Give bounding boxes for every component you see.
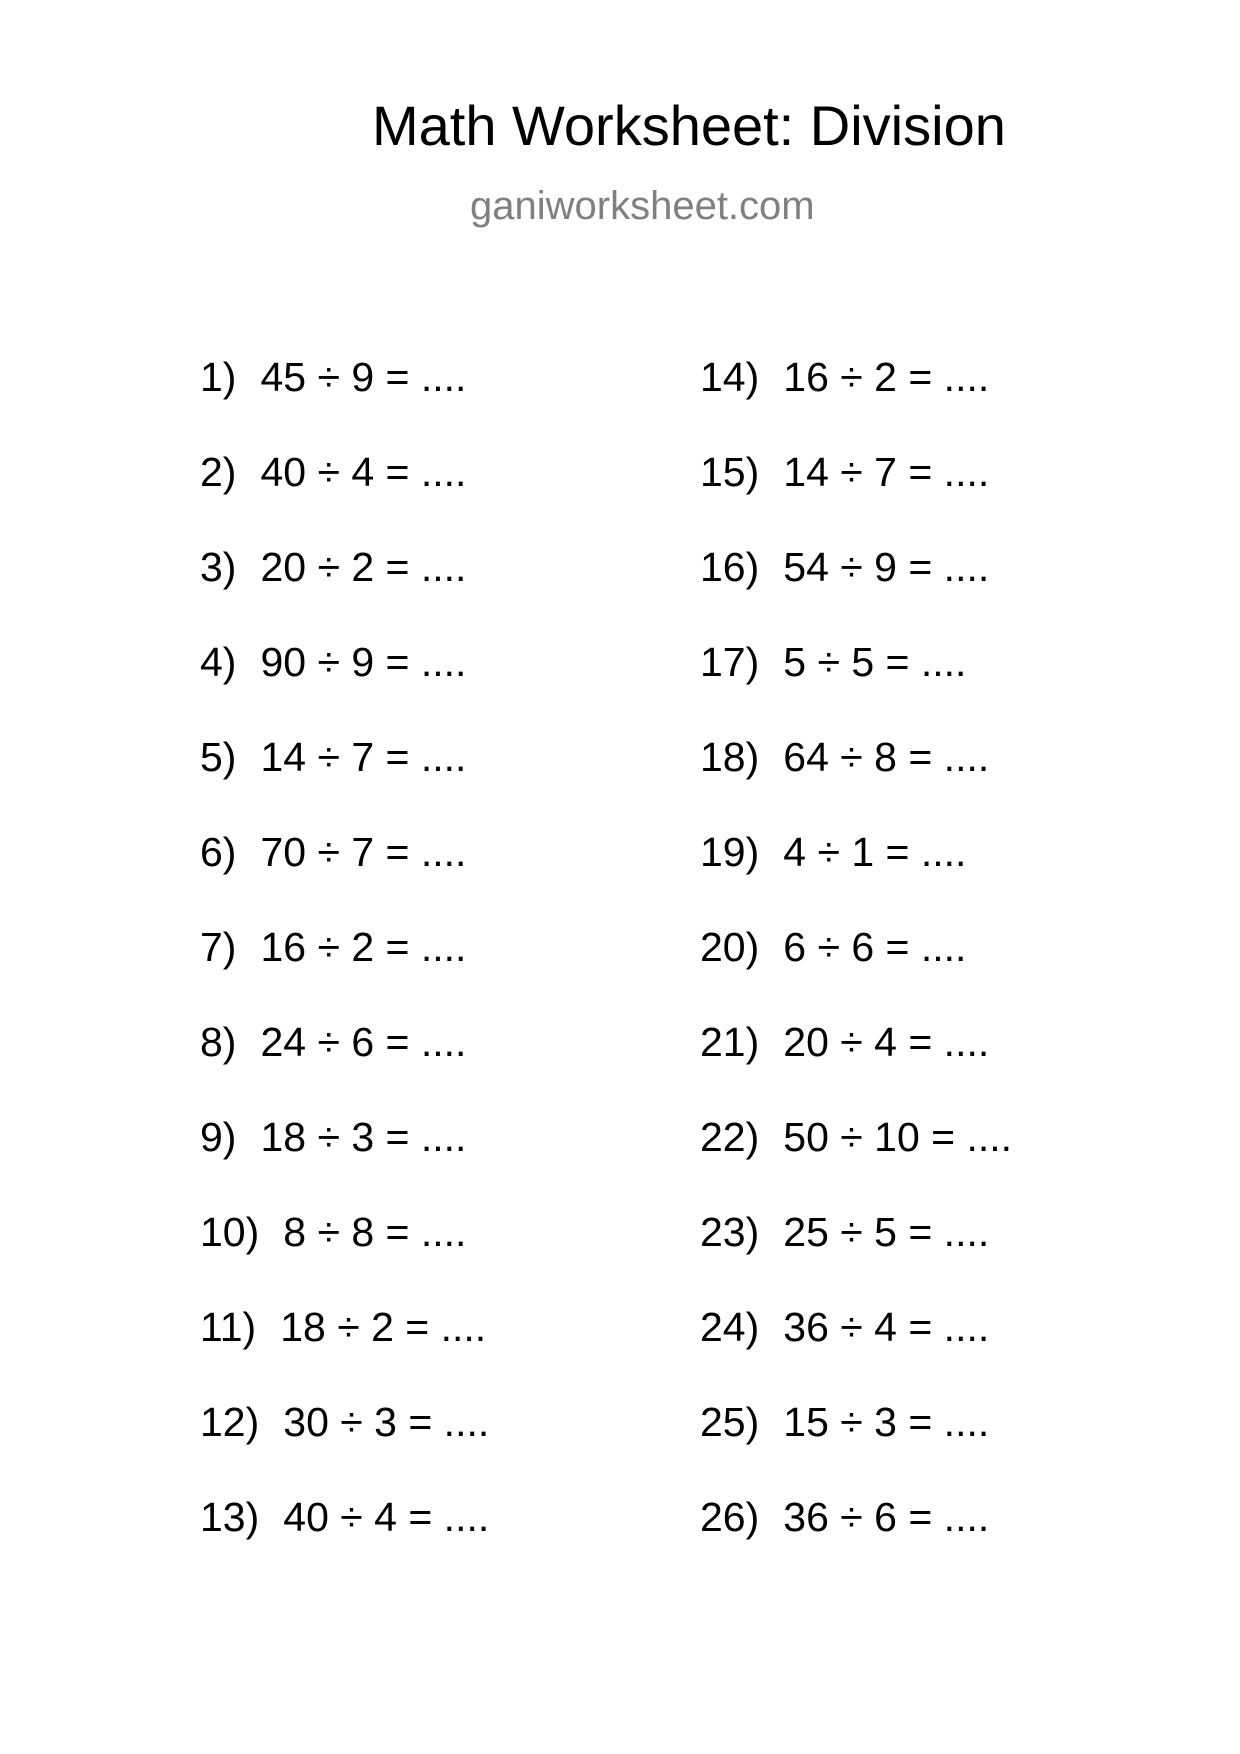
problem-expression: 36 ÷ 6 = .... bbox=[783, 1494, 990, 1540]
problem-number: 3) bbox=[200, 544, 237, 590]
division-problem bbox=[200, 1207, 489, 1302]
division-problem bbox=[700, 447, 1012, 542]
problem-number: 12) bbox=[200, 1399, 260, 1445]
division-problem bbox=[700, 922, 1012, 1017]
division-problem bbox=[200, 732, 489, 827]
division-problem bbox=[200, 1397, 489, 1492]
problem-number: 7) bbox=[200, 924, 237, 970]
problem-number: 11) bbox=[200, 1304, 257, 1350]
problem-expression: 40 ÷ 4 = .... bbox=[283, 1494, 490, 1540]
division-problem bbox=[200, 447, 489, 542]
division-problem bbox=[700, 1397, 1012, 1492]
problem-number: 25) bbox=[700, 1399, 760, 1445]
problem-number: 22) bbox=[700, 1114, 760, 1160]
source-website: ganiworksheet.com bbox=[470, 184, 815, 228]
problem-expression: 18 ÷ 2 = .... bbox=[280, 1304, 487, 1350]
division-problem bbox=[200, 542, 489, 637]
division-problem bbox=[200, 1017, 489, 1112]
division-problem bbox=[700, 637, 1012, 732]
problem-expression: 20 ÷ 4 = .... bbox=[783, 1019, 990, 1065]
problem-number: 14) bbox=[700, 354, 760, 400]
problem-number: 17) bbox=[700, 639, 760, 685]
problem-expression: 5 ÷ 5 = .... bbox=[783, 639, 967, 685]
problem-column-right bbox=[700, 352, 1012, 1587]
problem-number: 1) bbox=[200, 354, 237, 400]
problem-expression: 8 ÷ 8 = .... bbox=[283, 1209, 467, 1255]
division-problem bbox=[200, 637, 489, 732]
problem-number: 26) bbox=[700, 1494, 760, 1540]
problem-expression: 15 ÷ 3 = .... bbox=[783, 1399, 990, 1445]
problem-expression: 45 ÷ 9 = .... bbox=[260, 354, 467, 400]
problem-number: 18) bbox=[700, 734, 760, 780]
problem-number: 5) bbox=[200, 734, 237, 780]
problem-column-left bbox=[200, 352, 489, 1587]
division-problem bbox=[700, 542, 1012, 637]
problem-expression: 50 ÷ 10 = .... bbox=[783, 1114, 1013, 1160]
problem-expression: 30 ÷ 3 = .... bbox=[283, 1399, 490, 1445]
problem-number: 16) bbox=[700, 544, 760, 590]
problem-expression: 54 ÷ 9 = .... bbox=[783, 544, 990, 590]
division-problem bbox=[700, 1017, 1012, 1112]
problem-expression: 90 ÷ 9 = .... bbox=[260, 639, 467, 685]
problem-number: 10) bbox=[200, 1209, 260, 1255]
division-problem bbox=[700, 827, 1012, 922]
division-problem bbox=[200, 352, 489, 447]
problem-number: 4) bbox=[200, 639, 237, 685]
problem-expression: 25 ÷ 5 = .... bbox=[783, 1209, 990, 1255]
division-problem bbox=[700, 1207, 1012, 1302]
problem-number: 2) bbox=[200, 449, 237, 495]
division-problem bbox=[200, 827, 489, 922]
problem-number: 19) bbox=[700, 829, 760, 875]
problem-expression: 16 ÷ 2 = .... bbox=[260, 924, 467, 970]
division-problem bbox=[200, 1112, 489, 1207]
division-problem bbox=[200, 1302, 489, 1397]
problem-expression: 64 ÷ 8 = .... bbox=[783, 734, 990, 780]
division-problem bbox=[700, 732, 1012, 827]
problem-expression: 14 ÷ 7 = .... bbox=[783, 449, 990, 495]
problem-expression: 14 ÷ 7 = .... bbox=[260, 734, 467, 780]
problem-expression: 70 ÷ 7 = .... bbox=[260, 829, 467, 875]
problem-expression: 20 ÷ 2 = .... bbox=[260, 544, 467, 590]
problem-expression: 4 ÷ 1 = .... bbox=[783, 829, 967, 875]
problem-number: 20) bbox=[700, 924, 760, 970]
problem-number: 8) bbox=[200, 1019, 237, 1065]
problem-number: 6) bbox=[200, 829, 237, 875]
division-problem bbox=[200, 922, 489, 1017]
division-problem bbox=[700, 1492, 1012, 1587]
problem-expression: 16 ÷ 2 = .... bbox=[783, 354, 990, 400]
problem-expression: 6 ÷ 6 = .... bbox=[783, 924, 967, 970]
division-problem bbox=[700, 352, 1012, 447]
problem-number: 23) bbox=[700, 1209, 760, 1255]
problem-number: 24) bbox=[700, 1304, 760, 1350]
worksheet-title: Math Worksheet: Division bbox=[372, 94, 1006, 157]
division-problem bbox=[200, 1492, 489, 1587]
problem-number: 15) bbox=[700, 449, 760, 495]
division-problem bbox=[700, 1112, 1012, 1207]
problem-expression: 24 ÷ 6 = .... bbox=[260, 1019, 467, 1065]
problem-number: 9) bbox=[200, 1114, 237, 1160]
problem-expression: 36 ÷ 4 = .... bbox=[783, 1304, 990, 1350]
problem-number: 13) bbox=[200, 1494, 260, 1540]
problem-number: 21) bbox=[700, 1019, 760, 1065]
division-problem bbox=[700, 1302, 1012, 1397]
problem-expression: 40 ÷ 4 = .... bbox=[260, 449, 467, 495]
problem-expression: 18 ÷ 3 = .... bbox=[260, 1114, 467, 1160]
